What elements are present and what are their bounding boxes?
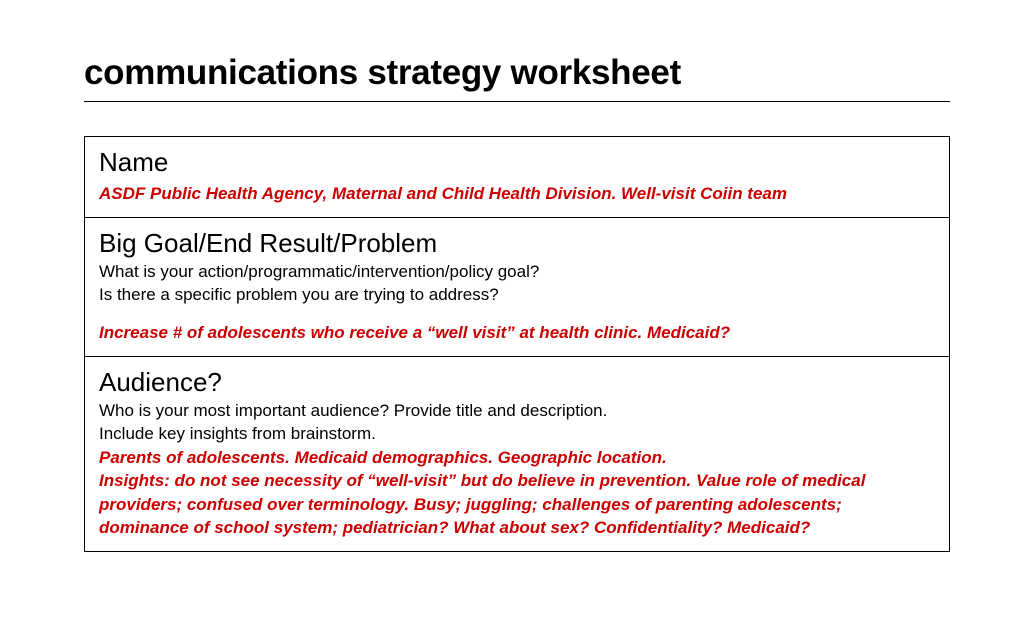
section-prompt-big-goal-1: What is your action/programmatic/intervention/policy goal?: [99, 261, 540, 281]
section-prompt-big-goal-2: Is there a specific problem you are trying to address?: [99, 284, 499, 304]
section-answer-big-goal-1: Increase # of adolescents who receive a “well visit” at health clinic. Medicaid?: [99, 322, 731, 342]
section-heading-big-goal: Big Goal/End Result/Problem: [99, 228, 438, 259]
section-prompt-audience-2: Include key insights from brainstorm.: [99, 423, 376, 443]
section-answer-audience-1: Parents of adolescents. Medicaid demographics. Geographic location.: [99, 447, 667, 467]
section-heading-name: Name: [99, 147, 169, 177]
worksheet-row-big-goal: [85, 218, 949, 357]
section-answer-audience-2: Insights: do not see necessity of “well-visit” but do believe in prevention. Value role of medical providers; confused over terminology. Busy; juggling; challenges of parenting adolescents; dominance of school system; pediatrician? What about sex? Confidentiality? Medicaid?: [99, 471, 866, 538]
section-answer-name-1: ASDF Public Health Agency, Maternal and Child Health Division. Well-visit Coiin team: [99, 183, 787, 203]
title-block: [84, 54, 950, 102]
worksheet-table: [84, 136, 950, 552]
section-heading-audience: Audience?: [99, 367, 222, 398]
title-divider: [84, 101, 950, 102]
worksheet-row-audience: [85, 357, 949, 552]
section-prompt-audience-1: Who is your most important audience? Provide title and description.: [99, 400, 608, 420]
worksheet-row-name: [85, 137, 949, 218]
page-title: communications strategy worksheet: [84, 53, 681, 92]
